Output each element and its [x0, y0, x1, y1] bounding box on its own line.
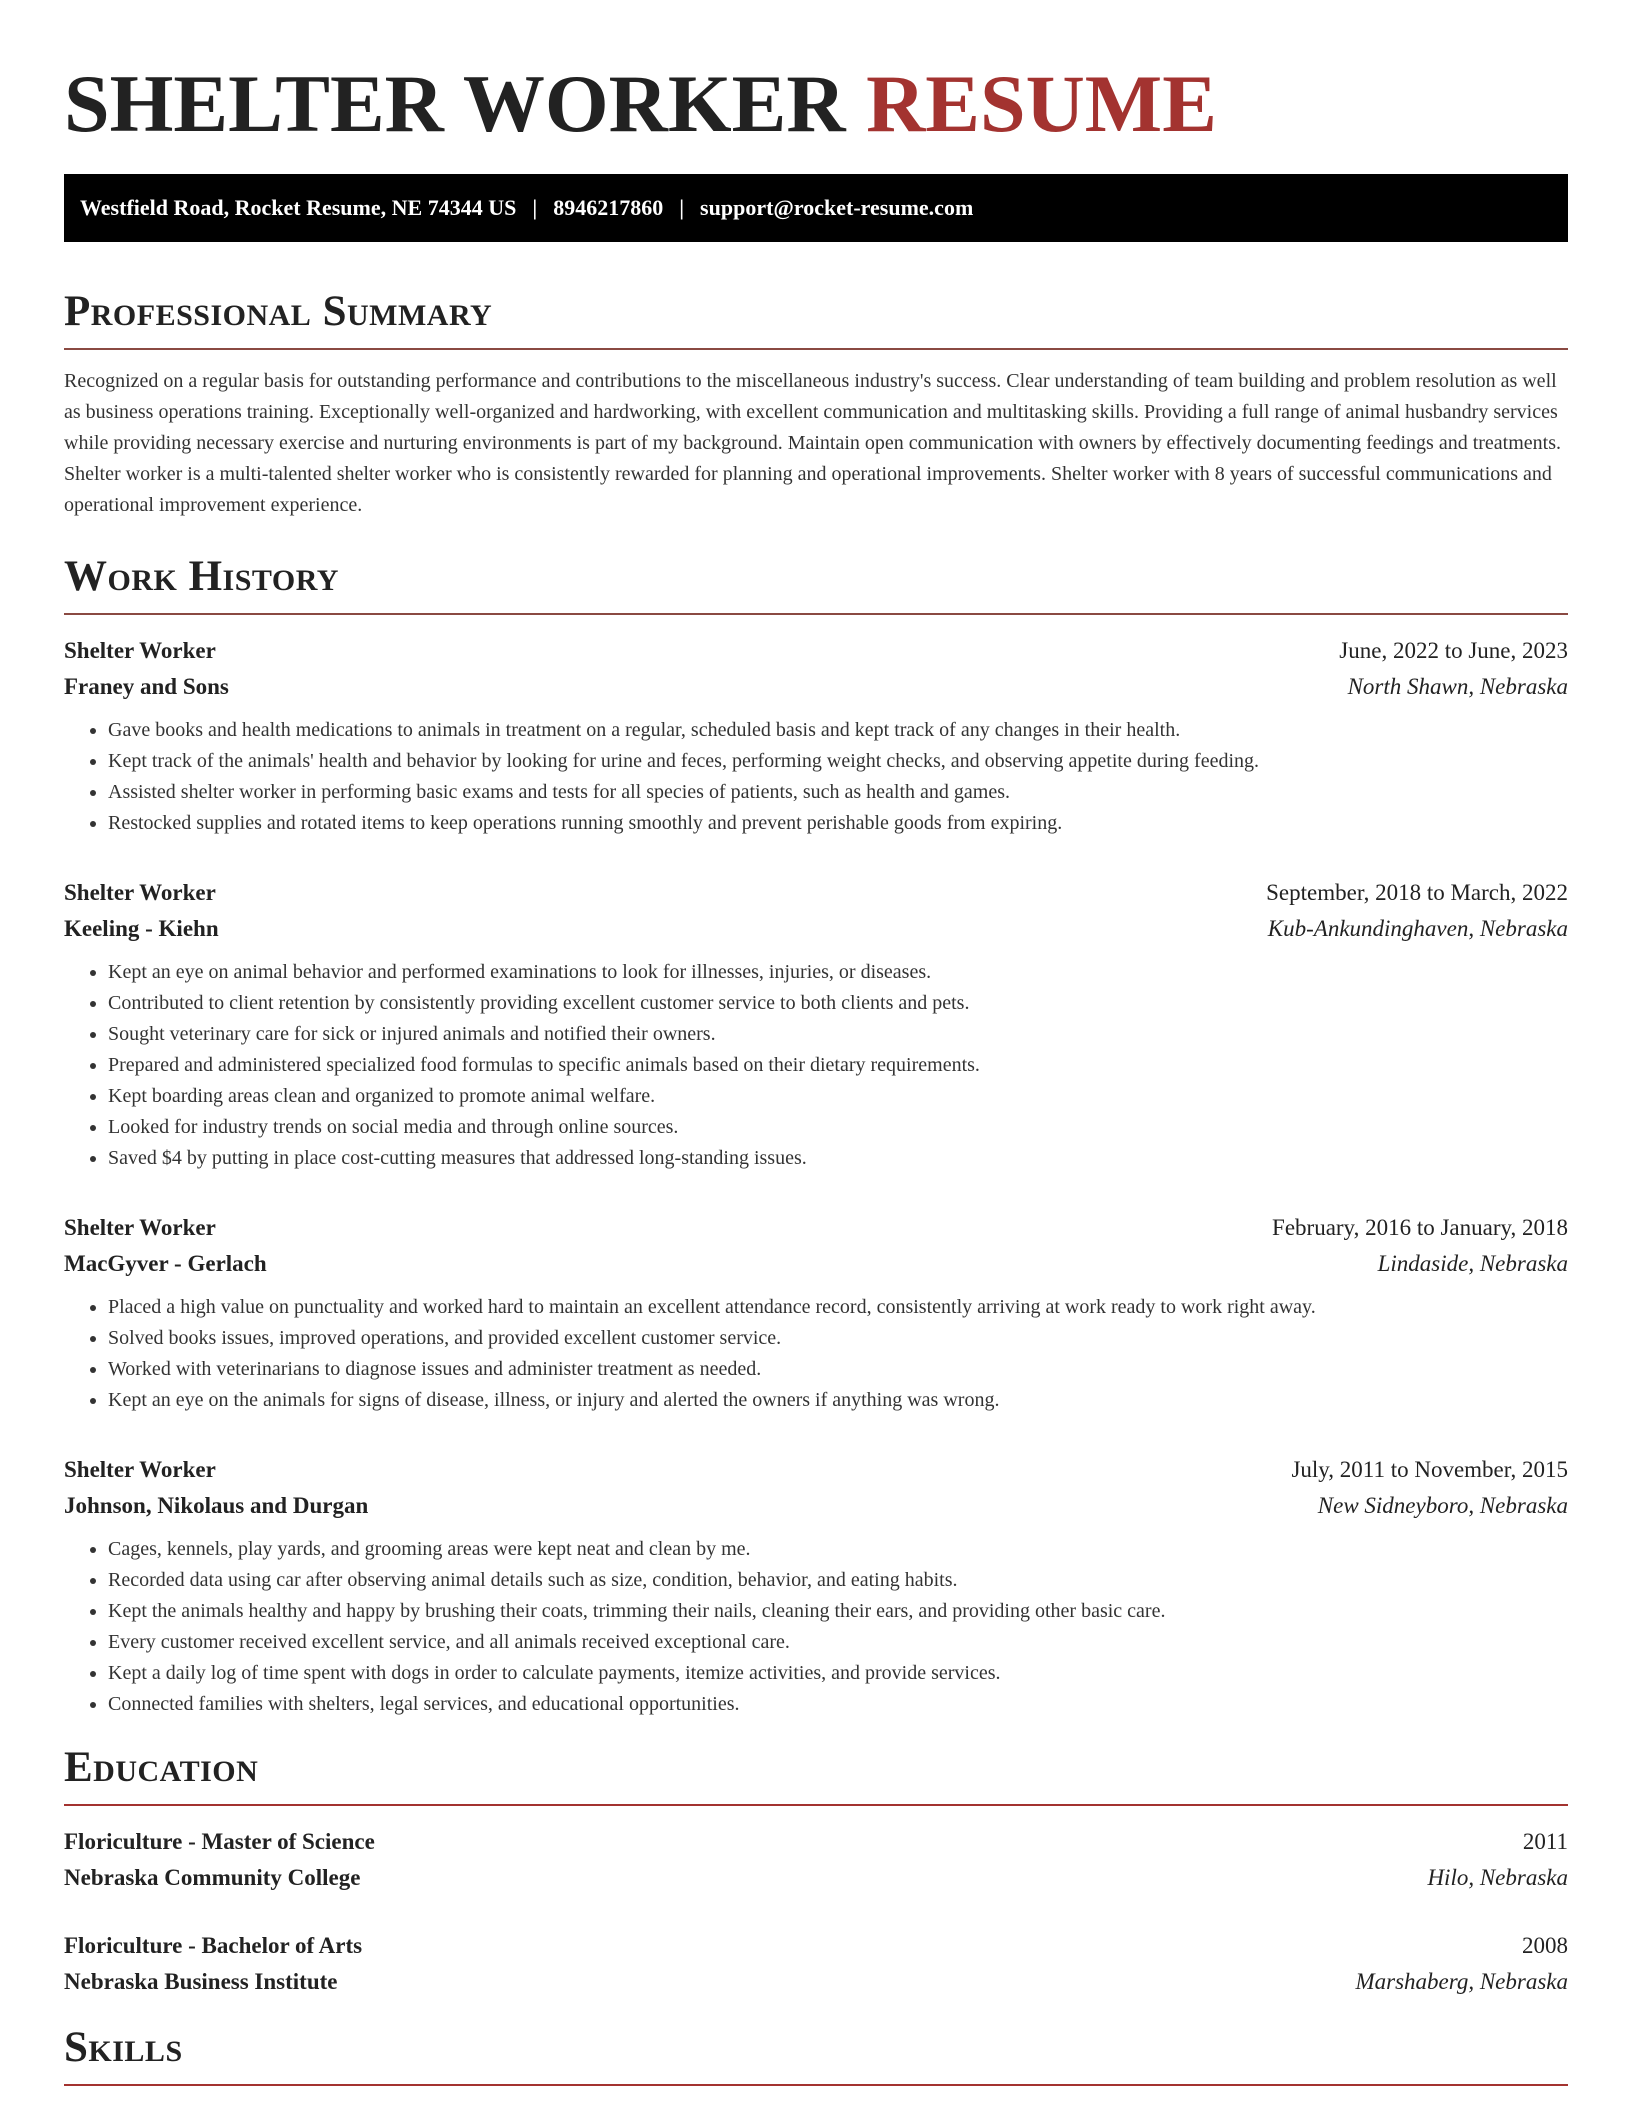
list-item: • Kept an eye on the animals for signs of disease, illness, or injury and alerted the owners if anything was wrong.	[108, 1385, 1568, 1416]
job-entry	[64, 1452, 1568, 1720]
list-item: • Saved $4 by putting in place cost-cutting measures that addressed long-standing issues.	[108, 1143, 1568, 1174]
title-main: SHELTER WORKER	[64, 58, 846, 149]
list-item: • Kept the animals healthy and happy by brushing their coats, trimming their nails, cleaning their ears, and providing other basic care.	[108, 1596, 1568, 1627]
education-year: 2011	[1522, 1829, 1568, 1854]
job-company-row	[64, 911, 1568, 947]
list-item: • Cages, kennels, play yards, and grooming areas were kept neat and clean by me.	[108, 1534, 1568, 1565]
job-company: Franey and Sons	[64, 674, 229, 699]
list-item: • Solved books issues, improved operations, and provided excellent customer service.	[108, 1323, 1568, 1354]
job-header-row	[64, 1210, 1568, 1246]
education-entry	[64, 1824, 1568, 1896]
list-item: • Restocked supplies and rotated items to keep operations running smoothly and prevent perishable goods from expiring.	[108, 808, 1568, 839]
title-accent: RESUME	[866, 58, 1217, 149]
list-item: • Kept track of the animals' health and behavior by looking for urine and feces, performing weight checks, and observing appetite during feeding.	[108, 746, 1568, 777]
list-item: • Worked with veterinarians to diagnose issues and administer treatment as needed.	[108, 1354, 1568, 1385]
education-year: 2008	[1522, 1933, 1568, 1958]
education-degree-row	[64, 1928, 1568, 1964]
contact-address: Westfield Road, Rocket Resume, NE 74344 US	[80, 195, 517, 220]
education-school-row	[64, 1964, 1568, 2000]
job-bullets	[64, 957, 1568, 1174]
contact-phone: 8946217860	[553, 195, 664, 220]
education-school-row	[64, 1860, 1568, 1896]
skills-heading: Skills	[64, 2022, 1568, 2086]
list-item: • Kept an eye on animal behavior and performed examinations to look for illnesses, injuries, or diseases.	[108, 957, 1568, 988]
work-history-heading: Work History	[64, 551, 1568, 615]
job-bullets	[64, 1292, 1568, 1416]
job-company: Keeling - Kiehn	[64, 916, 219, 941]
job-title: Shelter Worker	[64, 1457, 216, 1482]
job-header-row	[64, 875, 1568, 911]
job-bullets	[64, 1534, 1568, 1720]
list-item: • Assisted shelter worker in performing basic exams and tests for all species of patients, such as health and games.	[108, 777, 1568, 808]
education-location: Marshaberg, Nebraska	[1355, 1969, 1568, 1994]
job-company: MacGyver - Gerlach	[64, 1251, 267, 1276]
job-title: Shelter Worker	[64, 638, 216, 663]
list-item: • Connected families with shelters, legal services, and educational opportunities.	[108, 1689, 1568, 1720]
job-location: North Shawn, Nebraska	[1347, 674, 1568, 699]
job-entry	[64, 875, 1568, 1174]
job-title: Shelter Worker	[64, 880, 216, 905]
education-degree-row	[64, 1824, 1568, 1860]
list-item: • Kept boarding areas clean and organized to promote animal welfare.	[108, 1081, 1568, 1112]
list-item: • Placed a high value on punctuality and worked hard to maintain an excellent attendance record, consistently arriving at work ready to work right away.	[108, 1292, 1568, 1323]
education-school: Nebraska Community College	[64, 1865, 361, 1890]
education-location: Hilo, Nebraska	[1427, 1865, 1568, 1890]
list-item: • Prepared and administered specialized food formulas to specific animals based on their dietary requirements.	[108, 1050, 1568, 1081]
job-title: Shelter Worker	[64, 1215, 216, 1240]
contact-bar	[64, 174, 1568, 242]
job-entry	[64, 1210, 1568, 1416]
job-location: Kub-Ankundinghaven, Nebraska	[1267, 916, 1568, 941]
list-item: • Kept a daily log of time spent with dogs in order to calculate payments, itemize activities, and provide services.	[108, 1658, 1568, 1689]
job-bullets	[64, 715, 1568, 839]
list-item: • Recorded data using car after observing animal details such as size, condition, behavior, and eating habits.	[108, 1565, 1568, 1596]
list-item: • Looked for industry trends on social media and through online sources.	[108, 1112, 1568, 1143]
job-company-row	[64, 669, 1568, 705]
job-entry	[64, 633, 1568, 839]
job-company-row	[64, 1246, 1568, 1282]
contact-separator: |	[532, 195, 538, 220]
job-company: Johnson, Nikolaus and Durgan	[64, 1493, 369, 1518]
job-dates: February, 2016 to January, 2018	[1272, 1215, 1568, 1240]
job-location: Lindaside, Nebraska	[1377, 1251, 1568, 1276]
job-location: New Sidneyboro, Nebraska	[1317, 1493, 1568, 1518]
job-header-row	[64, 633, 1568, 669]
summary-heading: Professional Summary	[64, 286, 1568, 350]
resume-page	[64, 56, 1568, 2086]
resume-title	[64, 56, 1568, 152]
summary-text: Recognized on a regular basis for outstanding performance and contributions to the miscellaneous industry's success. Clear understanding of team building and problem resolution as well as business operations training. Exceptionally well-organized and hardworking, with excellent communication and multitasking skills. Providing a full range of animal husbandry services while providing necessary exercise and nurturing environments is part of my background. Maintain open communication with owners by effectively documenting feedings and treatments. Shelter worker is a multi-talented shelter worker who is consistently rewarded for planning and operational improvements. Shelter worker with 8 years of successful communications and operational improvement experience.	[64, 370, 1562, 516]
education-entry	[64, 1928, 1568, 2000]
job-header-row	[64, 1452, 1568, 1488]
job-dates: July, 2011 to November, 2015	[1291, 1457, 1568, 1482]
education-school: Nebraska Business Institute	[64, 1969, 338, 1994]
education-heading: Education	[64, 1742, 1568, 1806]
list-item: • Contributed to client retention by consistently providing excellent customer service to both clients and pets.	[108, 988, 1568, 1019]
contact-separator: |	[679, 195, 685, 220]
list-item: • Every customer received excellent service, and all animals received exceptional care.	[108, 1627, 1568, 1658]
job-dates: June, 2022 to June, 2023	[1339, 638, 1568, 663]
list-item: • Sought veterinary care for sick or injured animals and notified their owners.	[108, 1019, 1568, 1050]
job-dates: September, 2018 to March, 2022	[1266, 880, 1568, 905]
list-item: • Gave books and health medications to animals in treatment on a regular, scheduled basis and kept track of any changes in their health.	[108, 715, 1568, 746]
education-degree: Floriculture - Bachelor of Arts	[64, 1933, 363, 1958]
job-company-row	[64, 1488, 1568, 1524]
education-degree: Floriculture - Master of Science	[64, 1829, 375, 1854]
contact-email: support@rocket-resume.com	[700, 195, 974, 220]
